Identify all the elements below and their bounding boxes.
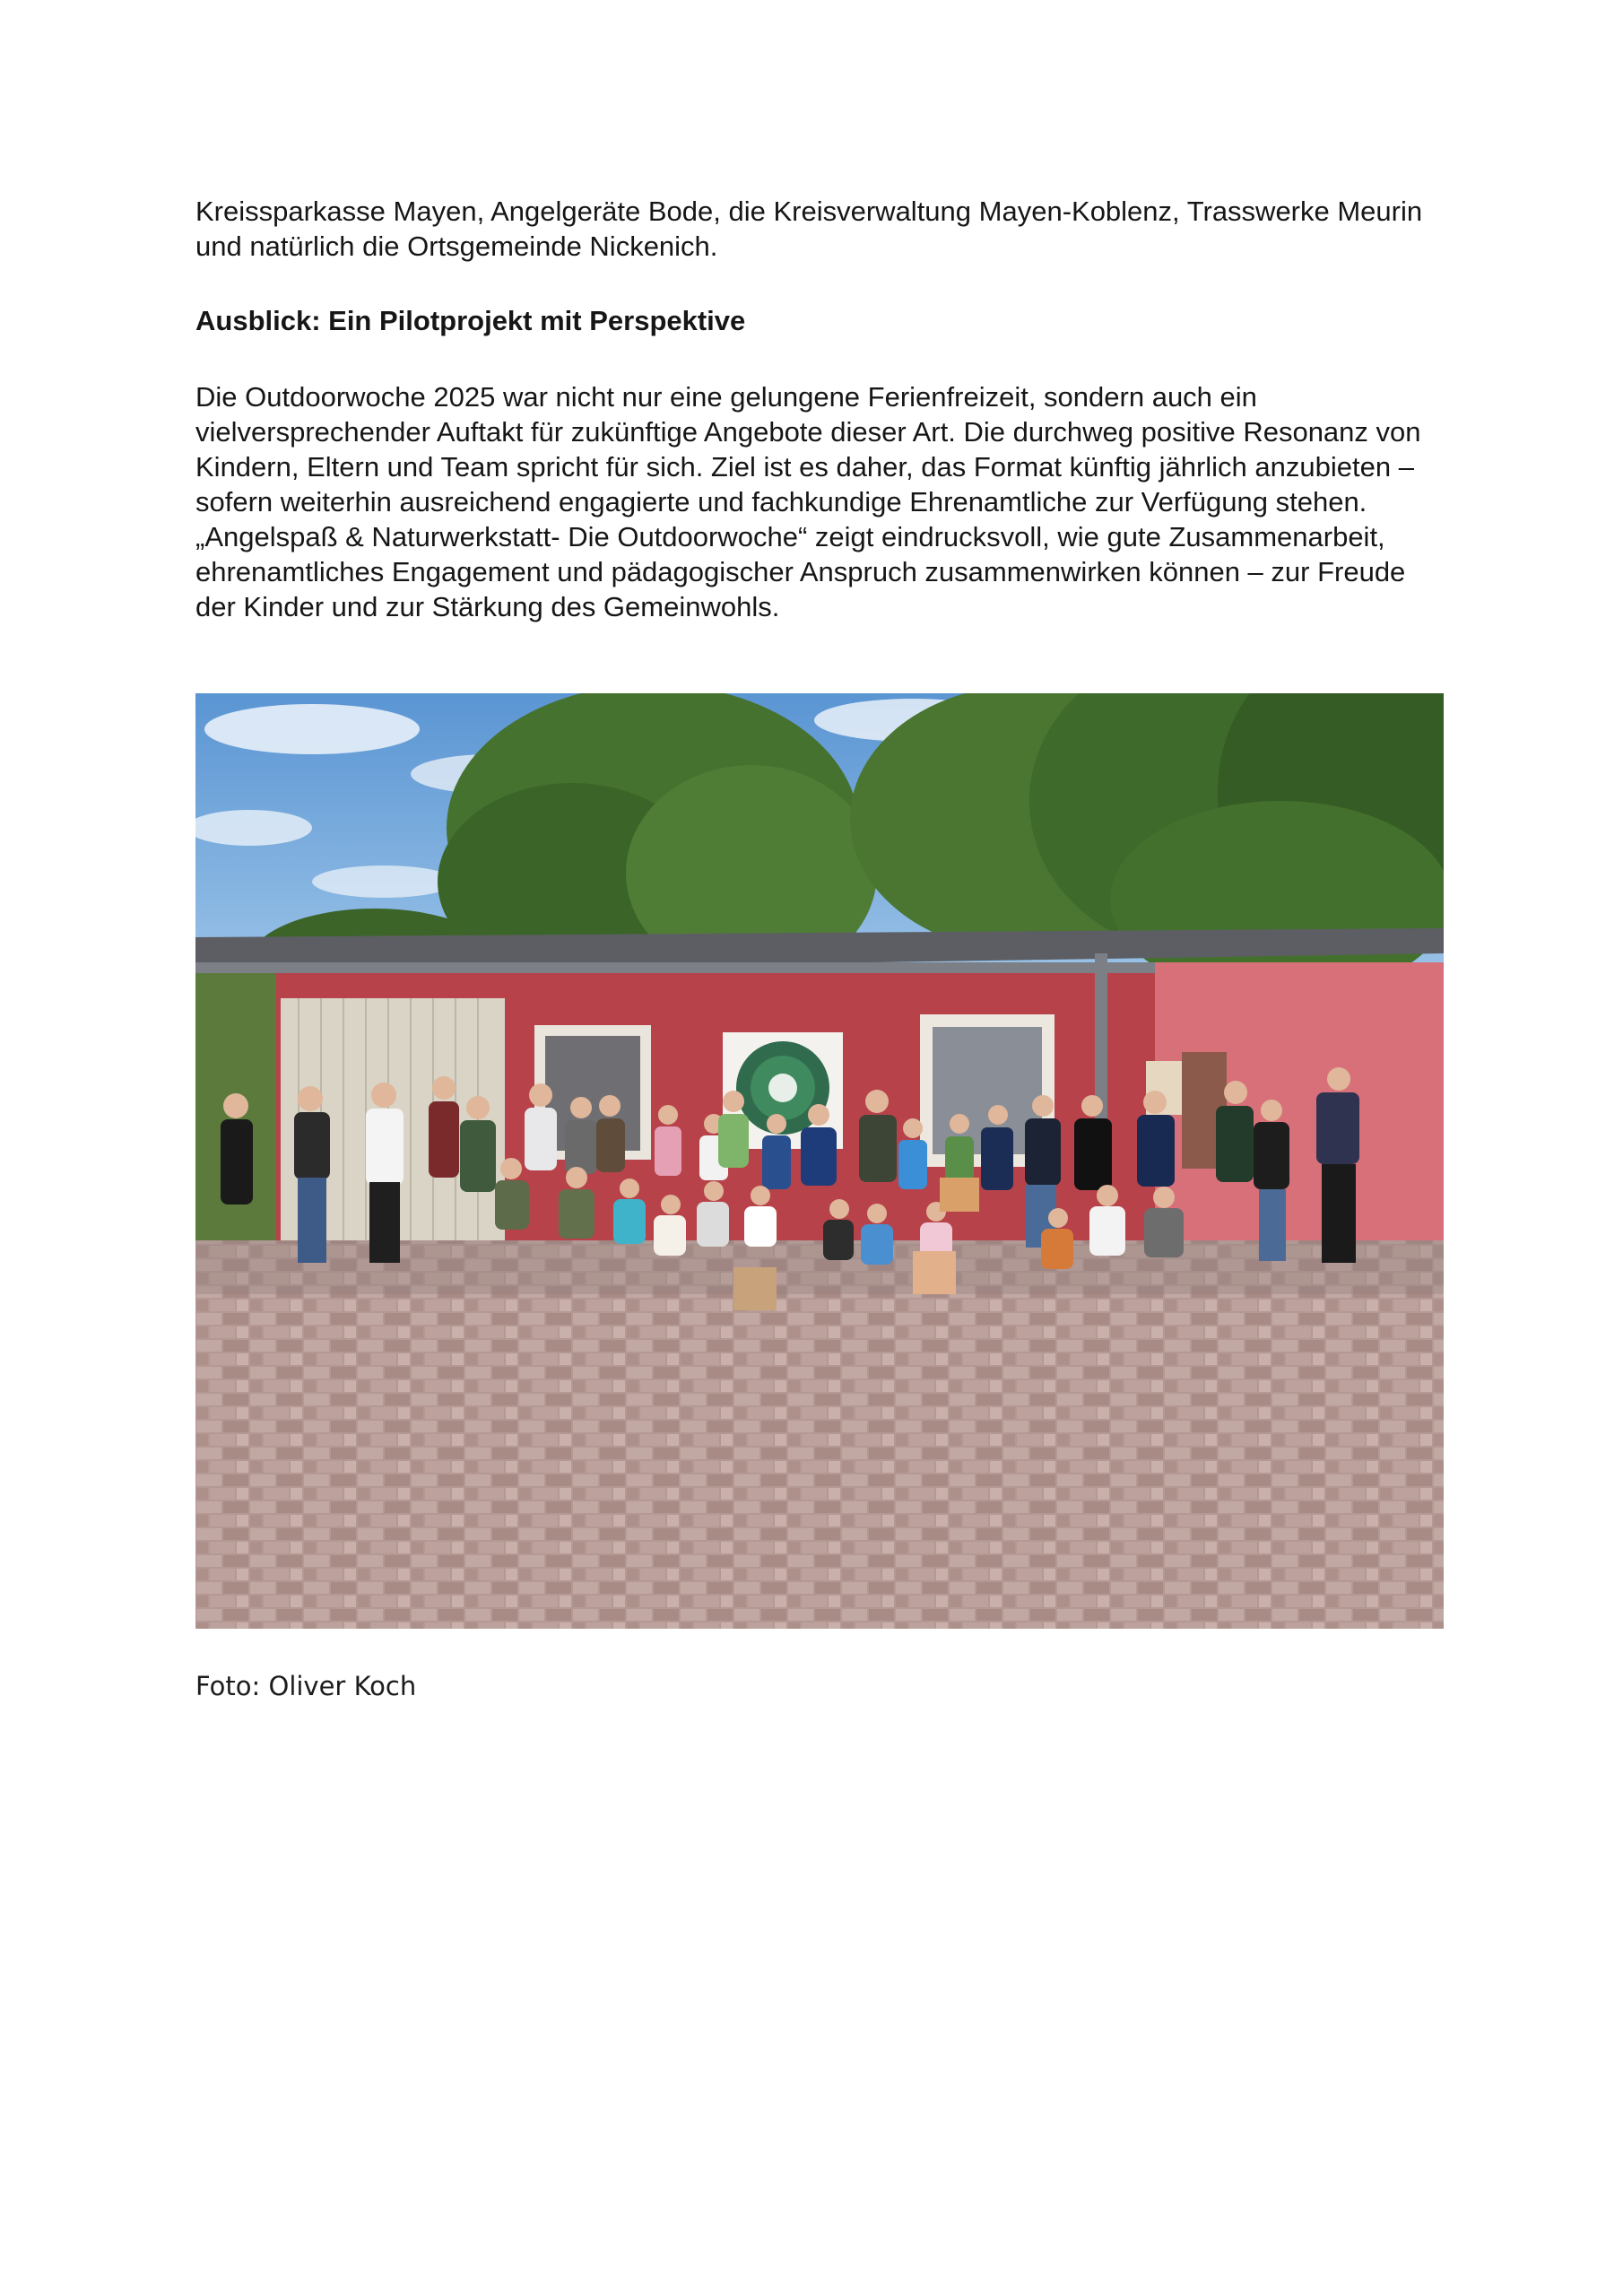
group-photo-illustration: [195, 693, 1444, 1629]
paragraph-outlook: Die Outdoorwoche 2025 war nicht nur eine gelungene Ferienfreizeit, sondern auch ein vielversprechender Auftakt für zukünftige Angebote dieser Art. Die durchweg positive Resonanz von Kindern, Eltern und Team spricht für sich. Ziel ist es daher, das Format künftig jährlich anzubieten – sofern weiterhin ausreichend engagierte und fachkundige Ehrenamtliche zur Verfügung stehen. „Angelspaß & Naturwerkstatt- Die Outdoorwoche“ zeigt eindrucksvoll, wie gute Zusammenarbeit, ehrenamtliches Engagement und pädagogischer Anspruch zusammenwirken können – zur Freude der Kinder und zur Stärkung des Gemeinwohls.: [195, 381, 1421, 622]
paragraph-sponsors: Kreissparkasse Mayen, Angelgeräte Bode, die Kreisverwaltung Mayen-Koblenz, Trasswerke Meurin und natürlich die Ortsgemeinde Nickenich.: [195, 196, 1423, 262]
group-photo: [195, 693, 1444, 1629]
section-heading: Ausblick: Ein Pilotprojekt mit Perspektive: [195, 305, 746, 336]
photo-caption: Foto: Oliver Koch: [195, 1671, 417, 1701]
pavement: [195, 1240, 1444, 1629]
